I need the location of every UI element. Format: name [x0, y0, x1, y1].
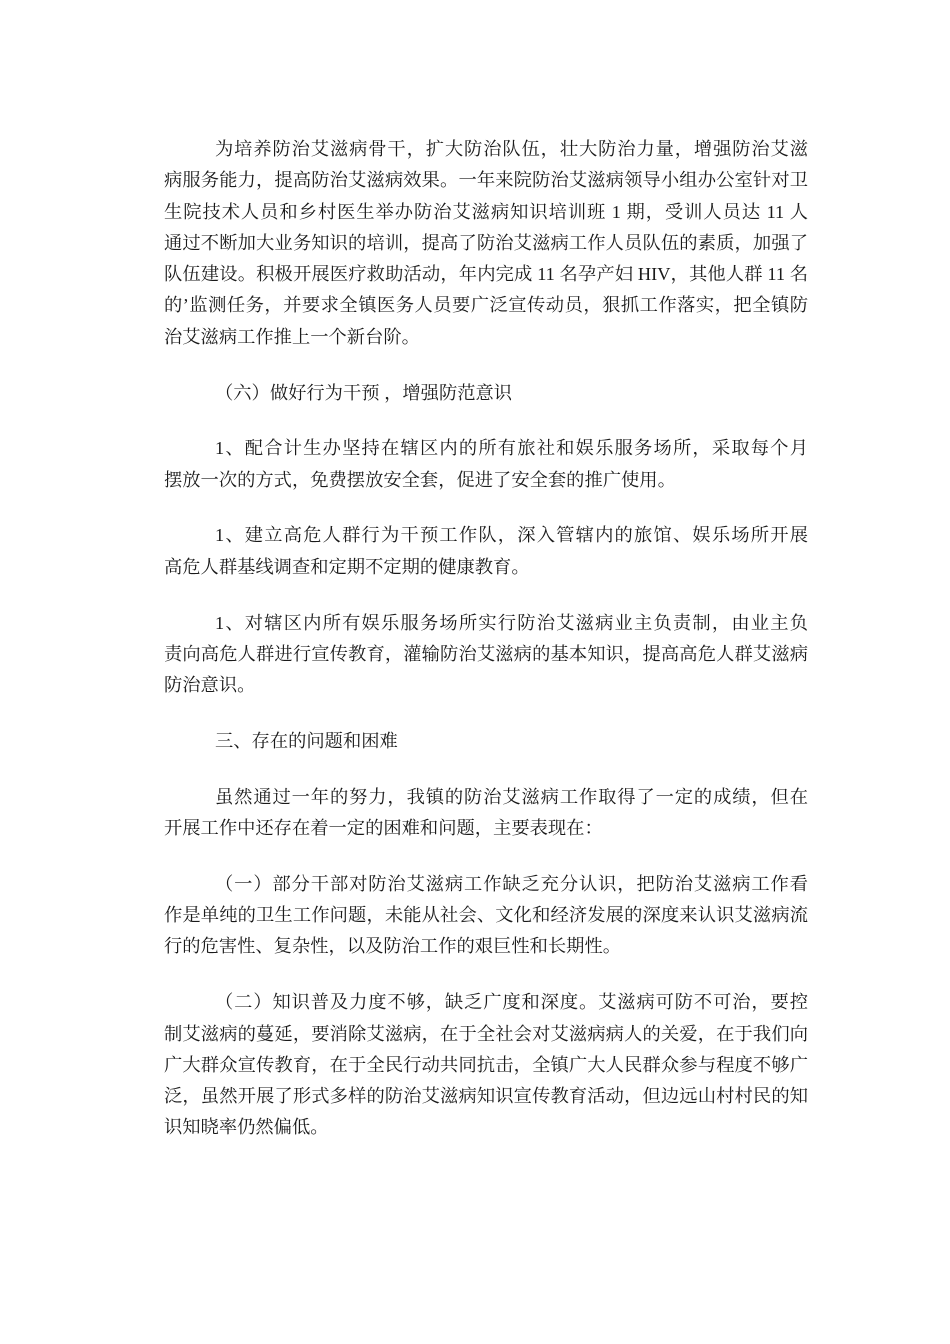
paragraph — [164, 782, 808, 845]
paragraph — [164, 433, 808, 496]
text-line: 为培养防治艾滋病骨干，扩大防治队伍，壮大防治力量，增强防治艾滋 — [215, 139, 808, 159]
text-line: 三、存在的问题和困难 — [215, 730, 398, 751]
text-line: 识知晓率仍然偏低。 — [164, 1117, 329, 1138]
section-heading — [164, 726, 808, 757]
paragraph — [164, 987, 808, 1143]
text-line: 虽然通过一年的努力，我镇的防治艾滋病工作取得了一定的成绩，但在 — [215, 786, 808, 807]
text-line: 生院技术人员和乡村医生举办防治艾滋病知识培训班 1 期，受训人员达 11 人 — [164, 201, 808, 222]
text-line: 高危人群基线调查和定期不定期的健康教育。 — [164, 556, 530, 577]
paragraph — [164, 134, 808, 353]
text-line: 作是单纯的卫生工作问题，未能从社会、文化和经济发展的深度来认识艾滋病流 — [164, 905, 808, 926]
paragraph — [164, 520, 808, 583]
text-line: 开展工作中还存在着一定的困难和问题，主要表现在： — [164, 818, 603, 839]
text-line: （二）知识普及力度不够，缺乏广度和深度。艾滋病可防不可治，要控 — [215, 992, 808, 1013]
text-line: 通过不断加大业务知识的培训，提高了防治艾滋病工作人员队伍的素质，加强了 — [164, 232, 808, 253]
paragraph — [164, 869, 808, 963]
text-line: 1、配合计生办坚持在辖区内的所有旅社和娱乐服务场所，采取每个月 — [215, 438, 808, 459]
text-line: 1、对辖区内所有娱乐服务场所实行防治艾滋病业主负责制，由业主负 — [215, 612, 808, 633]
text-line: 队伍建设。积极开展医疗救助活动，年内完成 11 名孕产妇 HIV，其他人群 11 名 — [164, 264, 808, 285]
text-line: 防治意识。 — [164, 675, 256, 696]
text-line: （六）做好行为干预 ，增强防范意识 — [215, 382, 513, 403]
text-line: 的’监测任务，并要求全镇医务人员要广泛宣传动员，狠抓工作落实，把全镇防 — [164, 295, 808, 316]
text-line: （一）部分干部对防治艾滋病工作缺乏充分认识，把防治艾滋病工作看 — [215, 873, 808, 894]
section-heading — [164, 378, 808, 409]
text-line: 病服务能力，提高防治艾滋病效果。一年来院防治艾滋病领导小组办公室针对卫 — [164, 170, 808, 191]
text-line: 泛，虽然开展了形式多样的防治艾滋病知识宣传教育活动，但边远山村村民的知 — [164, 1086, 808, 1107]
paragraph — [164, 608, 808, 702]
text-line: 行的危害性、复杂性，以及防治工作的艰巨性和长期性。 — [164, 936, 622, 957]
document-page — [164, 134, 808, 1168]
text-line: 广大群众宣传教育，在于全民行动共同抗击，全镇广大人民群众参与程度不够广 — [164, 1054, 808, 1075]
text-line: 治艾滋病工作推上一个新台阶。 — [164, 326, 420, 347]
text-line: 制艾滋病的蔓延，要消除艾滋病，在于全社会对艾滋病病人的关爱，在于我们向 — [164, 1023, 808, 1044]
text-line: 责向高危人群进行宣传教育，灌输防治艾滋病的基本知识，提高高危人群艾滋病 — [164, 643, 808, 664]
text-line: 1、建立高危人群行为干预工作队，深入管辖内的旅馆、娱乐场所开展 — [215, 525, 808, 546]
text-line: 摆放一次的方式，免费摆放安全套，促进了安全套的推广使用。 — [164, 469, 676, 490]
